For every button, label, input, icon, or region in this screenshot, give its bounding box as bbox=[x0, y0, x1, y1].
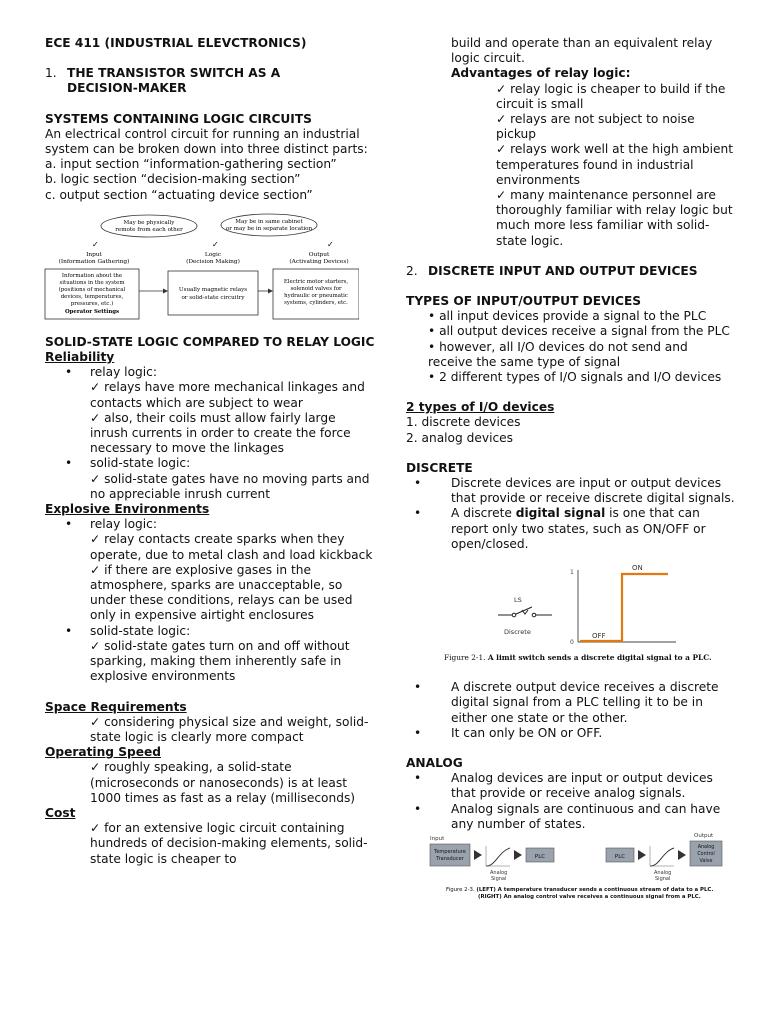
input-box-line: (positions of mechanical bbox=[58, 286, 126, 293]
list-item: • It can only be ON or OFF. bbox=[406, 726, 736, 741]
types-heading: TYPES OF INPUT/OUTPUT DEVICES bbox=[406, 294, 642, 309]
text-run: is one that can report only two states, such as ON/OFF or open/closed. bbox=[451, 506, 706, 551]
output-box-line: hydraulic or pneumatic bbox=[284, 292, 348, 299]
part-a: a. input section “information-gathering section” bbox=[45, 157, 337, 172]
check-mark: ✓ bbox=[212, 239, 219, 249]
list-item: ✓ also, their coils must allow fairly large inrush currents in order to create the force necessary to move the linkages bbox=[90, 410, 351, 456]
figure-2-3-caption-line-2: (RIGHT) An analog control valve receives a continuous signal from a PLC. bbox=[478, 893, 701, 900]
logic-box-line: or solid-state circuitry bbox=[181, 294, 245, 301]
text-run: A discrete bbox=[451, 506, 516, 521]
off-label: OFF bbox=[592, 632, 606, 641]
analog-heading: ANALOG bbox=[406, 755, 463, 770]
list-item: 2. analog devices bbox=[406, 430, 513, 445]
logic-sublabel: (Decision Making) bbox=[186, 258, 240, 265]
list-item: • Analog devices are input or output devices that provide or receive analog signals. bbox=[406, 771, 736, 801]
svg-text:or may be in separate location: or may be in separate location bbox=[225, 225, 313, 232]
input-label: Input bbox=[430, 835, 445, 842]
list-item: • solid-state logic: bbox=[45, 624, 375, 639]
output-label: Output bbox=[694, 832, 714, 839]
section-number: 2. bbox=[406, 263, 418, 278]
check-mark: ✓ bbox=[327, 239, 334, 249]
reliability-heading: Reliability bbox=[45, 350, 115, 365]
term-digital-signal: digital signal bbox=[515, 506, 606, 521]
list-item: • Discrete devices are input or output devices that provide or receive discrete digital signals. bbox=[406, 476, 736, 506]
two-types-heading: 2 types of I/O devices bbox=[406, 400, 555, 415]
output-sublabel: (Activating Devices) bbox=[289, 258, 349, 265]
input-label: Input bbox=[86, 251, 102, 258]
valve-label: Valve bbox=[699, 858, 713, 864]
space-heading: Space Requirements bbox=[45, 699, 187, 714]
list-item: • 2 different types of I/O signals and I/O devices bbox=[428, 370, 722, 385]
list-item: ✓ relay contacts create sparks when they operate, due to metal clash and load kickback bbox=[90, 532, 373, 562]
cost-heading: Cost bbox=[45, 805, 76, 820]
list-item: ✓ relay logic is cheaper to build if the circuit is small bbox=[496, 81, 726, 111]
logic-label: Logic bbox=[204, 251, 222, 258]
systems-heading: SYSTEMS CONTAINING LOGIC CIRCUITS bbox=[45, 111, 312, 126]
section-2-heading bbox=[406, 264, 736, 279]
input-sublabel: (Information Gathering) bbox=[58, 258, 130, 265]
discrete-heading: DISCRETE bbox=[406, 460, 473, 475]
caption-prefix: Figure 2-1. bbox=[444, 653, 488, 663]
list-item: • relay logic: bbox=[45, 365, 375, 380]
discrete-label: Discrete bbox=[504, 628, 531, 637]
check-mark: ✓ bbox=[92, 239, 99, 249]
part-c: c. output section “actuating device section” bbox=[45, 187, 313, 202]
figure-2-1-caption bbox=[444, 653, 712, 662]
valve-label: Control bbox=[697, 851, 715, 857]
list-item: ✓ solid-state gates have no moving parts and no appreciable inrush current bbox=[90, 471, 370, 501]
analog-label: Analog bbox=[490, 869, 508, 876]
list-item: ✓ many maintenance personnel are thoroughly familiar with relay logic but much more less familiar with solid-state logic. bbox=[496, 188, 733, 248]
output-box-line: systems, cylinders, etc. bbox=[284, 299, 348, 306]
cost-continued: build and operate than an equivalent relay logic circuit. bbox=[451, 36, 713, 66]
list-item: ✓ relays work well at the high ambient temperatures found in industrial environments bbox=[496, 142, 734, 187]
on-label: ON bbox=[632, 564, 643, 573]
list-item: ✓ for an extensive logic circuit containing hundreds of decision-making elements, solid-state logic is cheaper to bbox=[90, 821, 368, 866]
caption-bold: (LEFT) A temperature transducer sends a continuous stream of data to a PLC. bbox=[476, 886, 714, 893]
explosive-heading: Explosive Environments bbox=[45, 502, 210, 517]
part-b: b. logic section “decision-making section” bbox=[45, 172, 301, 187]
advantages-heading: Advantages of relay logic: bbox=[451, 66, 631, 81]
output-box-line: solenoid valves for bbox=[290, 285, 342, 292]
section-1-heading bbox=[45, 66, 375, 96]
list-item: • solid-state logic: bbox=[45, 456, 375, 471]
plc-label: PLC bbox=[614, 853, 626, 860]
list-item: ✓ considering physical size and weight, solid-state logic is clearly more compact bbox=[90, 714, 369, 744]
list-item: • all output devices receive a signal from the PLC bbox=[428, 324, 730, 339]
list-item: • relay logic: bbox=[45, 517, 375, 532]
signal-label: Signal bbox=[491, 875, 507, 882]
list-item: • Analog signals are continuous and can have any number of states. bbox=[406, 802, 736, 832]
list-item: ✓ relays have more mechanical linkages and contacts which are subject to wear bbox=[90, 380, 365, 410]
list-item: ✓ roughly speaking, a solid-state (microseconds or nanoseconds) is at least 1000 times as fast as a relay (milliseconds) bbox=[90, 760, 356, 805]
section-number: 1. bbox=[45, 66, 57, 81]
transducer-label: Transducer bbox=[436, 855, 464, 862]
list-item: • all input devices provide a signal to the PLC bbox=[428, 309, 707, 324]
list-item: ✓ solid-state gates turn on and off without sparking, making them inherently safe in explosive environments bbox=[90, 638, 350, 684]
section-title: THE TRANSISTOR SWITCH AS A DECISION-MAKER bbox=[67, 66, 281, 96]
section-title: DISCRETE INPUT AND OUTPUT DEVICES bbox=[428, 263, 698, 278]
list-item: ✓ relays are not subject to noise pickup bbox=[496, 112, 695, 142]
signal-label: Signal bbox=[655, 875, 671, 882]
logic-box-line: Usually magnetic relays bbox=[178, 286, 248, 293]
plc-label: PLC bbox=[534, 853, 546, 860]
caption-prefix: Figure 2-3. bbox=[446, 886, 477, 893]
output-label: Output bbox=[308, 251, 330, 258]
input-box-line: situations in the system bbox=[59, 279, 125, 286]
valve-label: Analog bbox=[697, 844, 715, 850]
course-title: ECE 411 (INDUSTRIAL ELEVCTRONICS) bbox=[45, 36, 307, 50]
bubble-left-text: May be physically bbox=[123, 219, 175, 226]
output-box-line: Electric motor starters, bbox=[283, 278, 349, 285]
input-box-line: Information about the bbox=[61, 272, 123, 279]
list-item: • A discrete output device receives a discrete digital signal from a PLC telling it to be in either one state or the other. bbox=[406, 680, 736, 726]
input-box-bold: Operator Settings bbox=[64, 308, 120, 315]
analog-label: Analog bbox=[654, 869, 672, 876]
figure-2-3 bbox=[420, 832, 760, 902]
systems-intro: An electrical control circuit for running an industrial system can be broken down into three distinct parts: bbox=[45, 126, 368, 157]
list-item: ✓ if there are explosive gases in the atmosphere, sparks are unacceptable, so under these conditions, relays can be used only in expensive airtight enclosures bbox=[90, 562, 353, 623]
list-item: 1. discrete devices bbox=[406, 415, 521, 430]
axis-one: 1 bbox=[570, 569, 574, 577]
compare-heading: SOLID-STATE LOGIC COMPARED TO RELAY LOGIC bbox=[45, 334, 375, 349]
axis-zero: 0 bbox=[570, 639, 574, 647]
ls-label: LS bbox=[514, 596, 522, 605]
right-column bbox=[406, 36, 736, 902]
transducer-label: Temperature bbox=[434, 848, 466, 855]
input-box-line: pressures, etc.) bbox=[70, 300, 114, 307]
list-item bbox=[406, 506, 736, 552]
speed-heading: Operating Speed bbox=[45, 745, 161, 760]
caption-bold: A limit switch sends a discrete digital signal to a PLC. bbox=[487, 653, 712, 663]
input-box-line: devices, temperatures, bbox=[60, 293, 124, 300]
figure-2-1 bbox=[406, 560, 736, 670]
list-item: • however, all I/O devices do not send and receive the same type of signal bbox=[428, 339, 688, 369]
figure-2-3-caption bbox=[446, 887, 713, 893]
left-column bbox=[45, 36, 375, 867]
svg-text:remote from each other: remote from each other bbox=[115, 226, 183, 233]
bubble-right-text: May be in same cabinet bbox=[235, 218, 303, 225]
logic-system-diagram bbox=[39, 213, 359, 325]
